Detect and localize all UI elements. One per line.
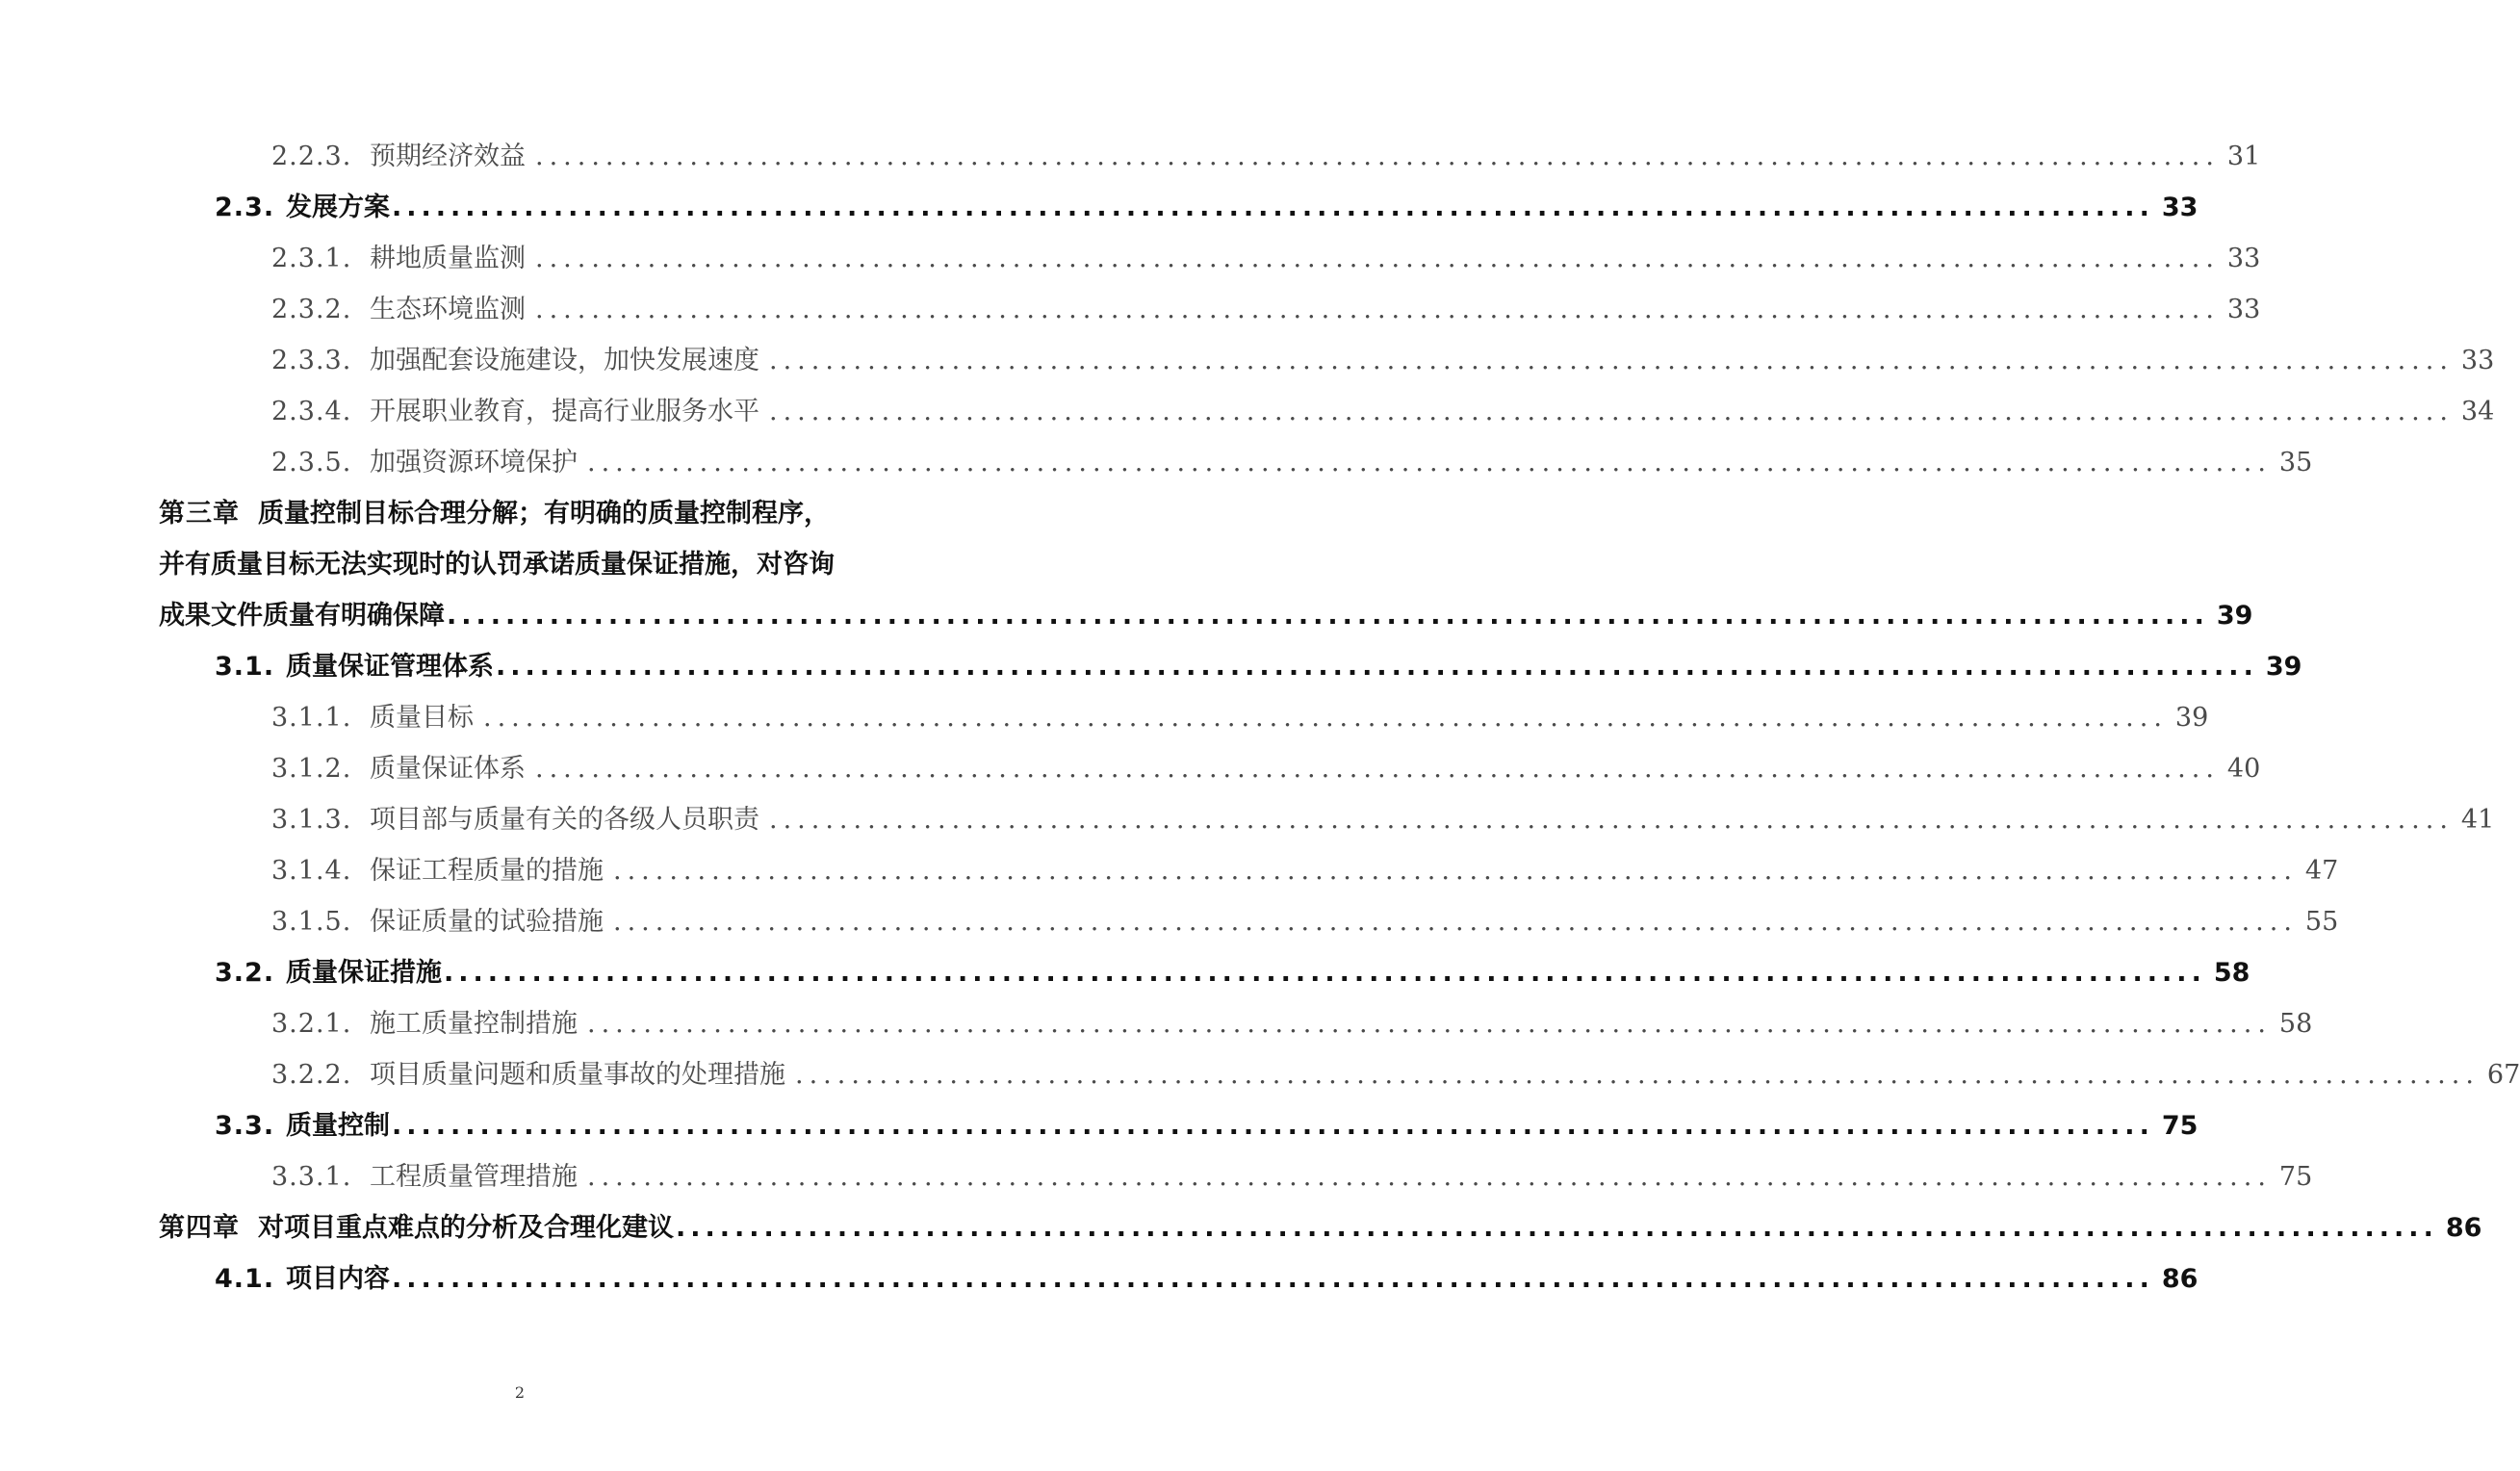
toc-page-number: 40 [2226,754,2261,784]
toc-leader-dots: ........................................................................................................................ [392,193,2154,222]
toc-page-number: 39 [2174,703,2209,733]
toc-page-number: 33 [2226,295,2261,324]
toc-number: 3.1.2. [271,754,352,784]
toc-number: 3.2.1. [271,1009,352,1039]
toc-title: 对项目重点难点的分析及合理化建议 [258,1213,674,1243]
toc-title: 加强配套设施建设，加快发展速度 [370,346,759,375]
page-number: 2 [514,1383,526,1402]
toc-number: 3.1.5. [271,907,352,937]
toc-subsection[interactable] [0,1151,2313,1202]
toc-page-number: 31 [2226,142,2261,171]
toc-title: 开展职业教育，提高行业服务水平 [370,397,759,426]
toc-number: 2.3.1. [271,244,352,273]
toc-number: 2.3.3. [271,346,352,375]
toc-page-number: 34 [2460,397,2495,426]
toc-title: 质量控制 [286,1111,390,1141]
table-of-contents [0,131,2520,1304]
toc-title: 保证质量的试验措施 [370,907,604,937]
toc-page-number: 41 [2460,805,2495,835]
toc-leader-dots: ........................................................................................................................ [496,652,2258,682]
toc-leader-dots: ........................................................................................................................ [392,1111,2154,1141]
toc-page-number: 67 [2486,1060,2520,1090]
toc-chapter-line[interactable] [0,488,1040,539]
toc-leader-dots: ........................................................................................................................ [535,754,2220,784]
toc-leader-dots: ........................................................................................................................ [587,1009,2272,1039]
toc-subsection[interactable] [0,896,2339,947]
toc-chapter[interactable] [0,1202,2482,1253]
toc-title: 质量保证管理体系 [286,652,494,682]
toc-number: 第四章 [159,1213,240,1243]
toc-page-number: 33 [2226,244,2261,273]
toc-leader-dots: ........................................................................................................................ [447,601,2209,631]
toc-title: 加强资源环境保护 [370,448,578,477]
toc-page-number: 75 [2278,1162,2313,1192]
toc-number: 3.1. [215,652,275,682]
toc-subsection[interactable] [0,233,2261,284]
toc-number: 2.3.5. [271,448,352,477]
toc-leader-dots: ........................................................................................................................ [587,1162,2272,1192]
toc-title: 质量控制目标合理分解；有明确的质量控制程序， [258,499,830,529]
toc-title: 质量保证体系 [370,754,526,784]
toc-section[interactable] [0,182,2199,233]
toc-leader-dots: ........................................................................................................................ [769,397,2454,426]
toc-subsection[interactable] [0,386,2495,437]
toc-subsection[interactable] [0,692,2209,743]
toc-leader-dots: ........................................................................................................................ [535,244,2220,273]
toc-leader-dots: ........................................................................................................................ [444,958,2206,988]
toc-title: 成果文件质量有明确保障 [159,601,445,631]
toc-title: 并有质量目标无法实现时的认罚承诺质量保证措施，对咨询 [159,550,835,580]
toc-number: 3.3.1. [271,1162,352,1192]
toc-number: 2.3.2. [271,295,352,324]
toc-leader-dots: ........................................................................................................................ [769,805,2454,835]
toc-subsection[interactable] [0,437,2313,488]
toc-leader-dots: ........................................................................................................................ [483,703,2168,733]
toc-leader-dots: ........................................................................................................................ [535,295,2220,324]
toc-leader-dots: ........................................................................................................................ [769,346,2454,375]
toc-number: 3.1.4. [271,856,352,886]
toc-number: 3.2.2. [271,1060,352,1090]
toc-leader-dots: ........................................................................................................................ [392,1264,2154,1294]
toc-page-number: 47 [2304,856,2339,886]
toc-title: 工程质量管理措施 [370,1162,578,1192]
toc-title: 预期经济效益 [370,142,526,171]
toc-number: 2.3.4. [271,397,352,426]
toc-number: 2.3. [215,193,275,222]
toc-section[interactable] [0,947,2250,998]
toc-title: 耕地质量监测 [370,244,526,273]
toc-page-number: 55 [2304,907,2339,937]
toc-title: 生态环境监测 [370,295,526,324]
toc-title: 项目质量问题和质量事故的处理措施 [370,1060,785,1090]
toc-leader-dots: ........................................................................................................................ [613,856,2298,886]
toc-page-number: 33 [2460,346,2495,375]
toc-subsection[interactable] [0,284,2261,335]
toc-page-number: 75 [2161,1111,2199,1141]
toc-chapter-line[interactable] [0,539,1040,590]
toc-number: 3.1.3. [271,805,352,835]
toc-title: 质量目标 [370,703,474,733]
toc-leader-dots: ........................................................................................................................ [535,142,2220,171]
toc-number: 3.3. [215,1111,275,1141]
toc-page-number: 39 [2265,652,2302,682]
toc-page-number: 33 [2161,193,2199,222]
toc-title: 项目部与质量有关的各级人员职责 [370,805,759,835]
toc-leader-dots: ........................................................................................................................ [795,1060,2480,1090]
toc-number: 2.2.3. [271,142,352,171]
toc-leader-dots: ........................................................................................................................ [587,448,2272,477]
toc-section[interactable] [0,641,2302,692]
toc-number: 第三章 [159,499,240,529]
toc-subsection[interactable] [0,335,2495,386]
toc-page-number: 86 [2161,1264,2199,1294]
toc-subsection[interactable] [0,998,2313,1049]
toc-title: 项目内容 [286,1264,390,1294]
toc-leader-dots: ........................................................................................................................ [676,1213,2438,1243]
toc-leader-dots: ........................................................................................................................ [613,907,2298,937]
toc-title: 施工质量控制措施 [370,1009,578,1039]
toc-page-number: 58 [2213,958,2250,988]
toc-section[interactable] [0,1100,2199,1151]
toc-page-number: 39 [2216,601,2253,631]
toc-page-number: 35 [2278,448,2313,477]
toc-title: 质量保证措施 [286,958,442,988]
toc-title: 保证工程质量的措施 [370,856,604,886]
toc-subsection[interactable] [0,845,2339,896]
toc-page-number: 58 [2278,1009,2313,1039]
toc-number: 3.2. [215,958,275,988]
toc-page-number: 86 [2445,1213,2482,1243]
toc-section[interactable] [0,1253,2199,1304]
toc-number: 4.1. [215,1264,275,1294]
toc-title: 发展方案 [286,193,390,222]
toc-subsection[interactable] [0,1049,2520,1100]
toc-subsection[interactable] [0,131,2261,182]
toc-chapter-line[interactable] [0,590,2253,641]
toc-subsection[interactable] [0,794,2495,845]
toc-number: 3.1.1. [271,703,352,733]
toc-subsection[interactable] [0,743,2261,794]
